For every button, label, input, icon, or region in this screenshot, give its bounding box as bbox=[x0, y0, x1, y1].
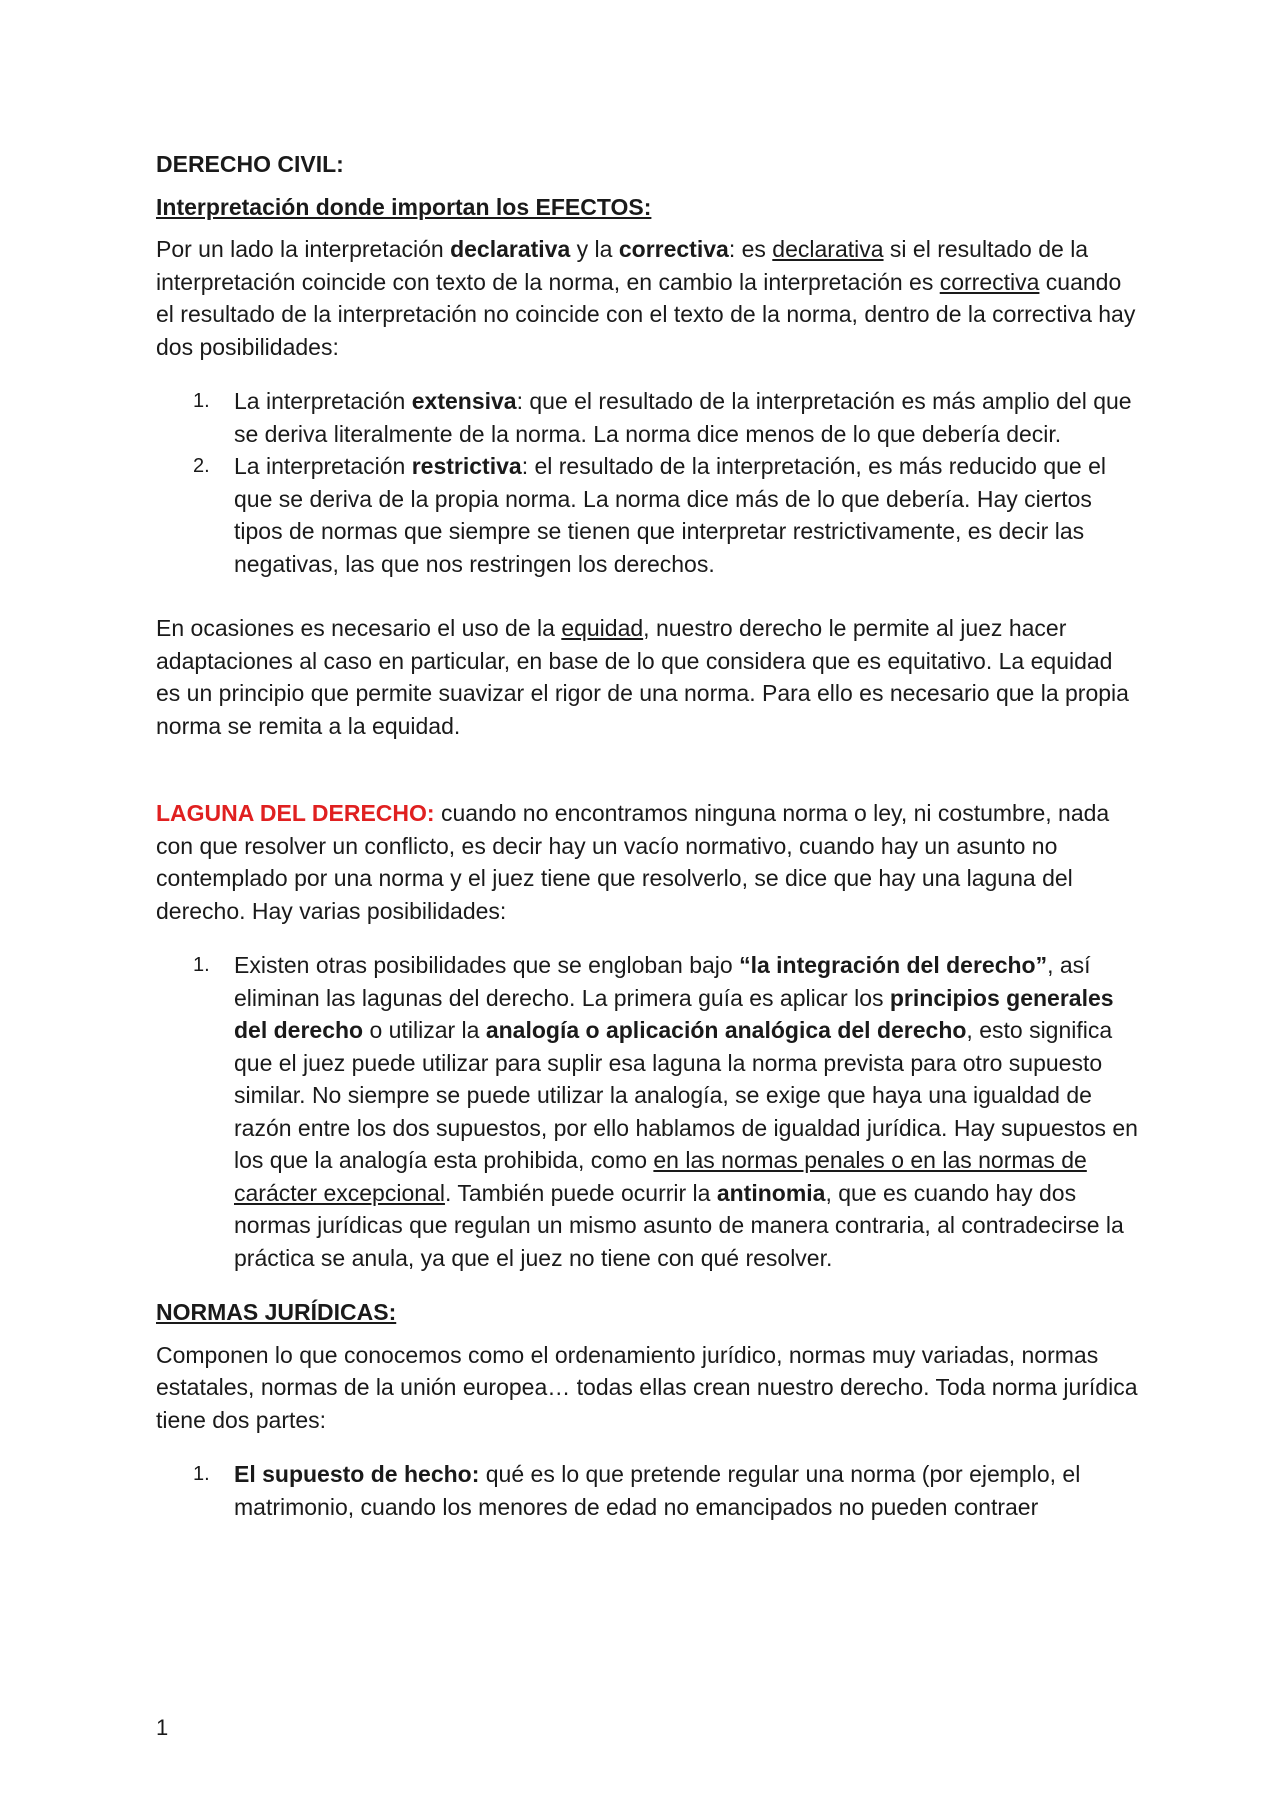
list-laguna bbox=[156, 949, 1141, 1274]
paragraph-laguna: LAGUNA DEL DERECHO: cuando no encontramos ninguna norma o ley, ni costumbre, nada con que resolver un conflicto, es decir hay un vacío normativo, cuando hay un asunto no contemplado por una norma y el juez tiene que resolverlo, se dice que hay una laguna del derecho. Hay varias posibilidades: bbox=[156, 800, 1110, 924]
list-item: 1. La interpretación extensiva: que el resultado de la interpretación es más amplio del que se deriva literalmente de la norma. La norma dice menos de lo que debería decir. bbox=[193, 388, 1132, 447]
list-item: 1. Existen otras posibilidades que se engloban bajo “la integración del derecho”, así eliminan las lagunas del derecho. La primera guía es aplicar los principios generales del derecho o utilizar la analogía o aplicación analógica del derecho, esto significa que el juez puede utilizar para suplir esa laguna la norma prevista para otro supuesto similar. No siempre se puede utilizar la analogía, se exige que haya una igualdad de razón entre los dos supuestos, por ello hablamos de igualdad jurídica. Hay supuestos en los que la analogía esta prohibida, como en las normas penales o en las normas de carácter excepcional. También puede ocurrir la antinomia, que es cuando hay dos normas jurídicas que regulan un mismo asunto de manera contraria, al contradecirse la práctica se anula, ya que el juez no tiene con qué resolver. bbox=[193, 952, 1138, 1271]
page-number: 1 bbox=[156, 1715, 169, 1740]
list-interpretacion bbox=[156, 385, 1141, 580]
document-page bbox=[156, 148, 1141, 1523]
section-heading-efectos: Interpretación donde importan los EFECTOS: bbox=[156, 193, 652, 220]
doc-title: DERECHO CIVIL: bbox=[156, 151, 344, 177]
paragraph-interpretacion: Por un lado la interpretación declarativa y la correctiva: es declarativa si el resultado de la interpretación coincide con texto de la norma, en cambio la interpretación es correctiva cuando el resultado de la interpretación no coincide con el texto de la norma, dentro de la correctiva hay dos posibilidades: bbox=[156, 236, 1136, 360]
section-heading-normas: NORMAS JURÍDICAS: bbox=[156, 1299, 397, 1325]
list-item: 1. El supuesto de hecho: qué es lo que pretende regular una norma (por ejemplo, el matrimonio, cuando los menores de edad no emancipados no pueden contraer bbox=[193, 1461, 1081, 1520]
paragraph-normas: Componen lo que conocemos como el ordenamiento jurídico, normas muy variadas, normas estatales, normas de la unión europea… todas ellas crean nuestro derecho. Toda norma jurídica tiene dos partes: bbox=[156, 1341, 1138, 1433]
list-item: 2. La interpretación restrictiva: el resultado de la interpretación, es más reducido que el que se deriva de la propia norma. La norma dice más de lo que debería. Hay ciertos tipos de normas que siempre se tienen que interpretar restrictivamente, es decir las negativas, las que nos restringen los derechos. bbox=[193, 453, 1106, 577]
list-normas bbox=[156, 1458, 1141, 1523]
paragraph-equidad: En ocasiones es necesario el uso de la equidad, nuestro derecho le permite al juez hacer adaptaciones al caso en particular, en base de lo que considera que es equitativo. La equidad es un principio que permite suavizar el rigor de una norma. Para ello es necesario que la propia norma se remita a la equidad. bbox=[156, 615, 1129, 739]
